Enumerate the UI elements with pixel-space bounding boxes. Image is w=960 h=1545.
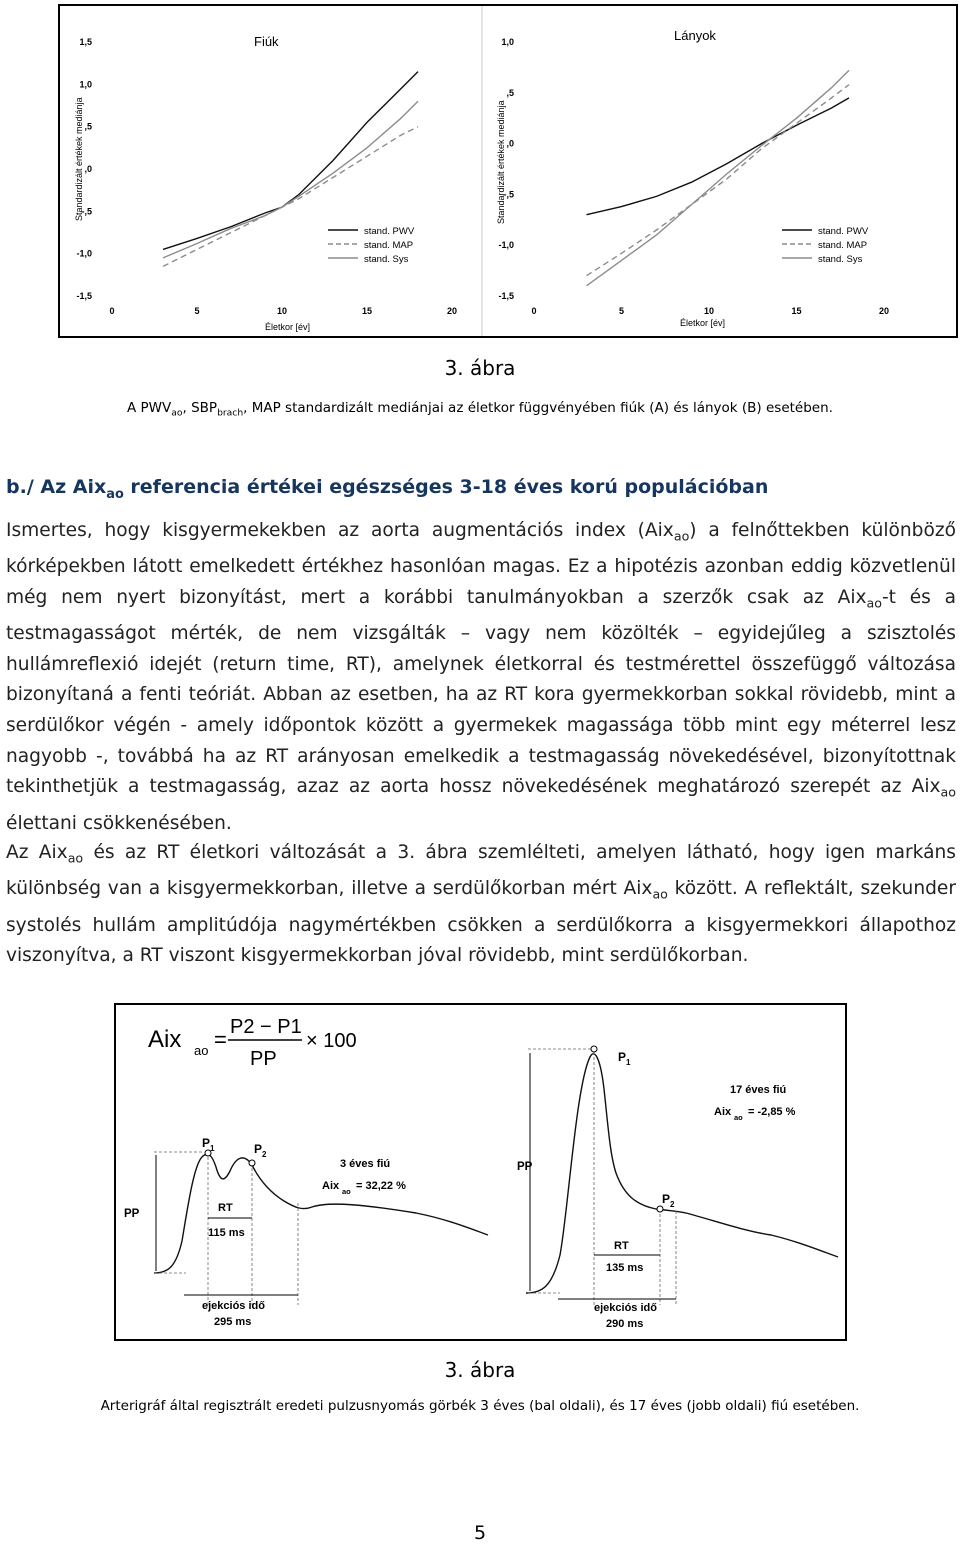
paragraph-1: Ismertes, hogy kisgyermekekben az aorta augmentációs index (Aix$_{ao}$) a felnőttekben különböző kórképekben látott emelkedett értékhez hasonlóan magas. Ez a hipotézis azonban eddig közvetlenül még nem nyert bizonyítást, mert a korábbi tanulmányokban a szerzők csak az Aix$_{ao}$-t és a testmagasságot mérték, de nem vizsgálták – vagy nem közölték – egyidejűleg a szisztolés hullámreflexió idejét (return time, RT), amelynek életkorral és testmérettel összefüggő változása bizonyítaná a fenti teóriát. Abban az esetben, ha az RT kora gyermekkorban sokkal rövidebb, mint a serdülőkor végén - amely időpontok között a gyermekek magassága több mint egy méterrel lesz nagyobb -, továbbá ha az RT arányosan emelkedik a testmagasság növekedésével, bizonyítottnak tekinthetjük a testmagasság, azaz az aorta hossz növekedésének meghatározó szerepét az Aix$_{ao}$ élettani csökkenésében. (6, 520, 956, 834)
panel-title-boys: Fiúk (254, 34, 279, 49)
y-tick-label: 1,0 (501, 37, 514, 47)
p2-marker (249, 1160, 255, 1166)
x-tick-label: 5 (194, 306, 200, 316)
x-tick-label: 0 (531, 306, 537, 316)
y-tick-label: -1,5 (498, 291, 514, 301)
pulse-curve-3yr (154, 1154, 488, 1273)
svg-text:P: P (618, 1050, 627, 1064)
y-tick-label: ,5 (84, 121, 92, 132)
pulse-curve-17yr (526, 1054, 838, 1293)
legend-boys (328, 226, 415, 265)
panel-title-girls: Lányok (674, 28, 716, 43)
y-tick-label: 1,0 (79, 79, 92, 90)
svg-text:ejekciós idő: ejekciós idő (202, 1300, 265, 1312)
figure-2-caption: Arterigráf által regisztrált eredeti pulzusnyomás görbék 3 éves (bal oldali), és 17 éves (jobb oldali) fiú esetében. (100, 1398, 860, 1414)
svg-text:P2 − P1: P2 − P1 (230, 1016, 302, 1038)
y-tick-label: ,0 (506, 138, 514, 149)
figure-1-number: 3. ábra (444, 356, 516, 380)
svg-text:= -2,85 %: = -2,85 % (748, 1106, 796, 1118)
waveform-3yr (124, 1136, 488, 1328)
y-axis-label-girls: Standardizált értékek mediánja (496, 100, 506, 224)
section-heading: b./ Az Aix$_{ao}$ referencia értékei egészséges 3-18 éves korú populációban (6, 476, 769, 502)
legend-label-sys: stand. Sys (818, 254, 863, 265)
x-tick-label: 0 (109, 306, 115, 316)
svg-text:PP: PP (250, 1048, 277, 1070)
p2-marker (657, 1206, 663, 1212)
svg-text:ao: ao (342, 1187, 351, 1196)
figure-1 (58, 4, 958, 338)
figure-2-number: 3. ábra (444, 1358, 516, 1382)
legend-label-pwv: stand. PWV (364, 226, 415, 237)
svg-text:P: P (202, 1136, 211, 1150)
svg-text:Aix: Aix (322, 1180, 340, 1192)
aix-formula (148, 1016, 357, 1070)
svg-text:2: 2 (670, 1200, 675, 1209)
legend-label-map: stand. MAP (364, 240, 414, 251)
svg-text:RT: RT (218, 1202, 233, 1214)
series-line-sys (587, 70, 850, 285)
svg-text:× 100: × 100 (306, 1030, 357, 1052)
x-tick-label: 15 (361, 306, 373, 316)
x-tick-label: 15 (791, 306, 802, 316)
svg-text:=: = (214, 1027, 227, 1052)
x-tick-label: 10 (276, 306, 288, 316)
svg-text:ejekciós idő: ejekciós idő (594, 1302, 657, 1314)
y-axis-label-boys: Standardizált értékek mediánja (74, 97, 84, 221)
svg-text:1: 1 (210, 1144, 215, 1153)
x-axis-label-boys: Életkor [év] (265, 322, 311, 332)
svg-text:115 ms: 115 ms (208, 1227, 245, 1239)
svg-text:P: P (254, 1142, 263, 1156)
svg-text:290 ms: 290 ms (606, 1318, 644, 1330)
p1-marker (591, 1046, 597, 1052)
legend-label-sys: stand. Sys (364, 254, 409, 265)
series-line-map (587, 85, 850, 276)
chart-panel-girls (496, 28, 889, 328)
waveform-17yr (517, 1046, 838, 1330)
y-tick-label: ,5 (506, 87, 514, 98)
chart-panel-boys (74, 34, 457, 332)
legend-girls (782, 226, 869, 265)
legend-label-pwv: stand. PWV (818, 226, 869, 237)
svg-text:RT: RT (614, 1240, 629, 1252)
legend-label-map: stand. MAP (818, 240, 868, 251)
svg-text:Aix: Aix (148, 1026, 182, 1053)
page-number: 5 (473, 1522, 487, 1544)
svg-text:P: P (662, 1192, 671, 1206)
svg-text:ao: ao (734, 1113, 743, 1122)
y-tick-label: -,5 (503, 189, 514, 200)
series-line-pwv (163, 72, 418, 250)
y-tick-label: -1,0 (76, 248, 92, 259)
figure-1-caption: A $PWV_{ao}$, $SBP_{brach}$, MAP standardizált mediánjai az életkor függvényében fiúk (A) és lányok (B) esetében. (127, 400, 833, 419)
x-tick-label: 20 (446, 306, 458, 316)
figure-2-svg (116, 1005, 845, 1339)
y-tick-label: -1,0 (498, 240, 514, 251)
svg-text:3 éves fiú: 3 éves fiú (340, 1158, 391, 1170)
x-tick-label: 5 (618, 306, 625, 316)
series-line-pwv (587, 98, 850, 215)
paragraph-2: Az Aix$_{ao}$ és az RT életkori változását a 3. ábra szemlélteti, amelyen látható, hogy igen markáns különbség van a kisgyermekkorban, illetve a serdülőkorban mért Aix$_{ao}$ között. A reflektált, szekunder systolés hullám amplitúdója nagymértékben csökken a serdülőkorra a kisgyermekkori állapothoz viszonyítva, a RT viszont kisgyermekkorban jóval rövidebb, mint serdülőkorban. (6, 842, 957, 967)
svg-text:PP: PP (517, 1161, 533, 1173)
y-tick-label: -,5 (81, 206, 92, 217)
svg-text:ao: ao (194, 1043, 209, 1058)
svg-text:135 ms: 135 ms (606, 1262, 644, 1274)
svg-text:2: 2 (262, 1150, 267, 1159)
y-tick-label: 1,5 (79, 37, 92, 47)
x-tick-label: 20 (878, 306, 890, 316)
svg-text:17 éves fiú: 17 éves fiú (730, 1084, 787, 1096)
svg-text:PP: PP (124, 1208, 140, 1220)
svg-text:1: 1 (626, 1058, 631, 1067)
x-axis-label-girls: Életkor [év] (680, 318, 726, 328)
y-tick-label: ,0 (84, 164, 92, 174)
x-tick-label: 10 (703, 306, 715, 316)
y-tick-label: -1,5 (76, 291, 92, 301)
svg-text:= 32,22 %: = 32,22 % (356, 1180, 406, 1192)
svg-text:295 ms: 295 ms (214, 1316, 252, 1328)
figure-2 (114, 1003, 847, 1341)
figure-1-svg (60, 6, 956, 336)
svg-text:Aix: Aix (714, 1106, 732, 1118)
